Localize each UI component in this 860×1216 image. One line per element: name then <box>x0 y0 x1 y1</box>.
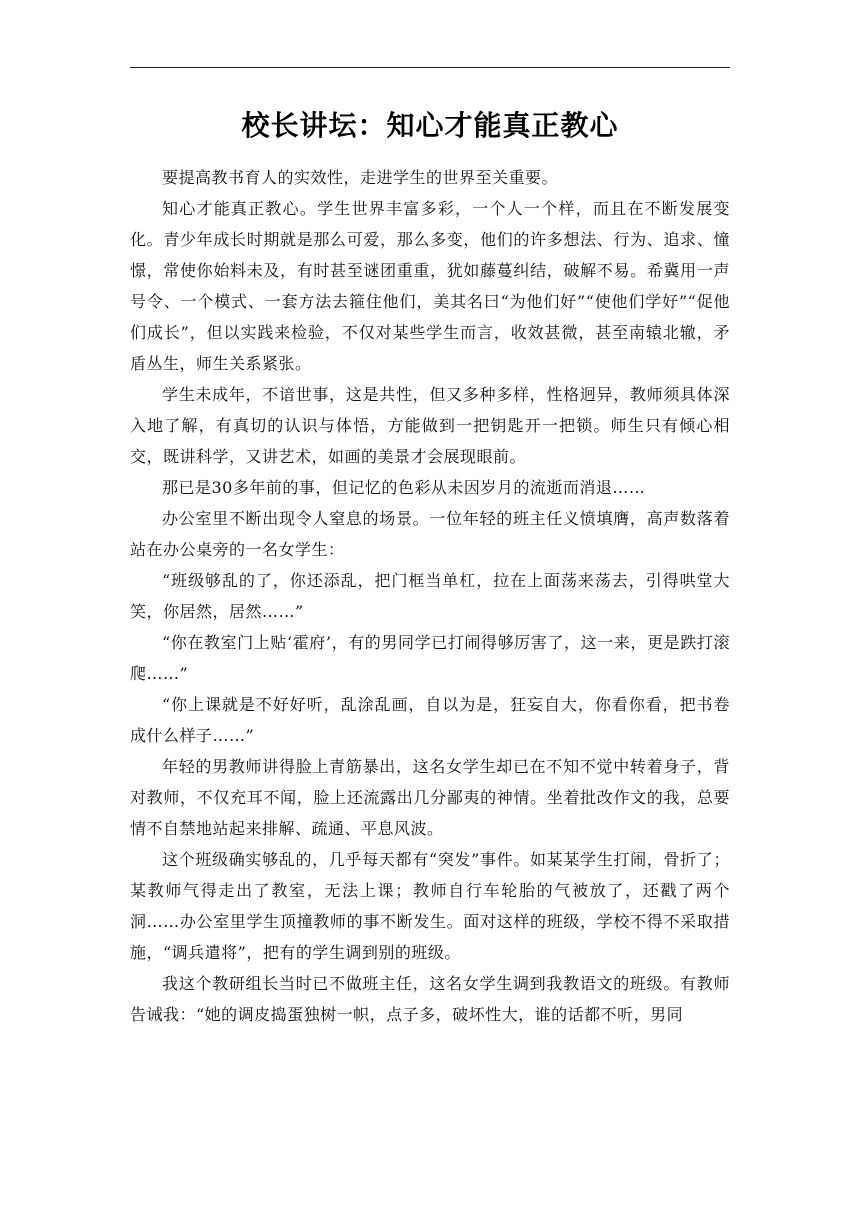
paragraph: 办公室里不断出现令人窒息的场景。一位年轻的班主任义愤填膺，高声数落着站在办公桌旁的一名女学生： <box>130 509 730 559</box>
paragraph: “班级够乱的了，你还添乱，把门框当单杠，拉在上面荡来荡去，引得哄堂大笑，你居然，居然……” <box>130 571 730 621</box>
paragraph: 那已是30多年前的事，但记忆的色彩从未因岁月的流逝而消退…… <box>162 478 646 497</box>
header-rule <box>130 67 730 68</box>
article-title: 校长讲坛：知心才能真正教心 <box>241 109 619 142</box>
paragraph: 我这个教研组长当时已不做班主任，这名女学生调到我教语文的班级。有教师告诫我：“她的调皮捣蛋独树一帜，点子多，破坏性大，谁的话都不听，男同 <box>130 974 730 1024</box>
paragraph: 知心才能真正教心。学生世界丰富多彩，一个人一个样，而且在不断发展变化。青少年成长时期就是那么可爱，那么多变，他们的许多想法、行为、追求、憧憬，常使你始料未及，有时甚至谜团重重，犹如藤蔓纠结，破解不易。希冀用一声号令、一个模式、一套方法去箍住他们，美其名曰“为他们好”“使他们学好”“促他们成长”，但以实践来检验，不仅对某些学生而言，收效甚微，甚至南辕北辙，矛盾丛生，师生关系紧张。 <box>130 199 730 373</box>
paragraph: 要提高教书育人的实效性，走进学生的世界至关重要。 <box>162 168 559 187</box>
article-body <box>130 162 730 1030</box>
paragraph: “你上课就是不好好听，乱涂乱画，自以为是，狂妄自大，你看你看，把书卷成什么样子……” <box>130 695 730 745</box>
paragraph: 学生未成年，不谙世事，这是共性，但又多种多样，性格迥异，教师须具体深入地了解，有真切的认识与体悟，方能做到一把钥匙开一把锁。师生只有倾心相交，既讲科学，又讲艺术，如画的美景才会展现眼前。 <box>130 385 730 466</box>
paragraph: 这个班级确实够乱的，几乎每天都有“突发”事件。如某某学生打闹，骨折了；某教师气得走出了教室，无法上课；教师自行车轮胎的气被放了，还戳了两个洞……办公室里学生顶撞教师的事不断发生。面对这样的班级，学校不得不采取措施，“调兵遣将”，把有的学生调到别的班级。 <box>130 850 730 962</box>
paragraph: “你在教室门上贴‘霍府’，有的男同学已打闹得够厉害了，这一来，更是跌打滚爬……” <box>130 633 730 683</box>
paragraph: 年轻的男教师讲得脸上青筋暴出，这名女学生却已在不知不觉中转着身子，背对教师，不仅充耳不闻，脸上还流露出几分鄙夷的神情。坐着批改作文的我，总要情不自禁地站起来排解、疏通、平息风波。 <box>130 757 730 838</box>
